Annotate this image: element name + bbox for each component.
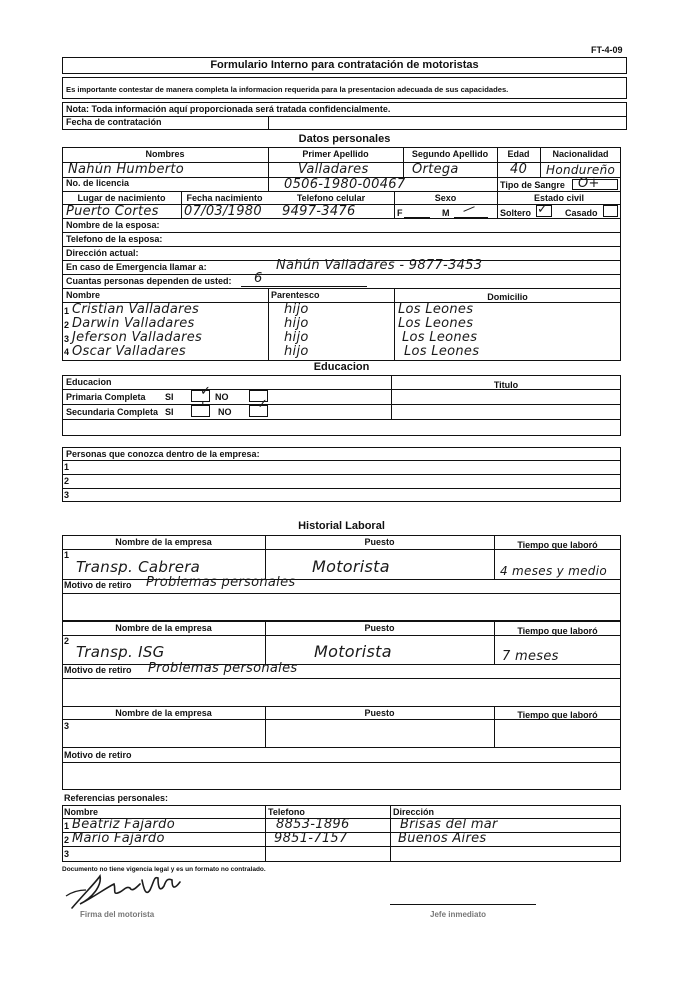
label-segundo-apellido: Segundo Apellido (411, 149, 489, 159)
label-lugar-nac: Lugar de nacimiento (77, 193, 166, 203)
label-secundaria: Secundaria Completa (66, 407, 159, 417)
label-sexo: Sexo (434, 193, 457, 203)
label-dep-nombre: Nombre (66, 290, 101, 300)
label-primaria-no: NO (215, 392, 229, 402)
ref-telefono[interactable]: 9851-7157 (274, 831, 348, 846)
job-1-tiempo[interactable]: 4 meses y medio (500, 564, 608, 578)
cp-line-2 (62, 474, 621, 475)
dep-nombre[interactable]: Jeferson Valladares (72, 330, 203, 345)
signature-image (62, 868, 192, 914)
jefe-line[interactable] (390, 904, 536, 905)
job-2-line-2 (62, 664, 621, 665)
ref-col-direccion: Dirección (393, 807, 435, 817)
ref-col-2 (390, 805, 391, 862)
m-line[interactable] (454, 217, 488, 218)
dep-parentesco[interactable]: hijo (284, 316, 309, 331)
jefe-inmediato-label: Jefe inmediato (430, 910, 487, 919)
value-nombres[interactable]: Nahún Humberto (68, 162, 185, 177)
job-3-col-puesto: Puesto (364, 708, 395, 718)
dep-parentesco[interactable]: hijo (284, 302, 309, 317)
job-2-tiempo[interactable]: 7 meses (502, 649, 559, 664)
ref-telefono[interactable]: 8853-1896 (276, 817, 350, 832)
cp-row-3: 3 (64, 490, 70, 500)
dep-parentesco[interactable]: hijo (284, 344, 309, 359)
label-secundaria-no: NO (218, 407, 232, 417)
hire-date-label: Fecha de contratación (66, 117, 162, 127)
label-casado: Casado (565, 208, 598, 218)
dep-parentesco[interactable]: hijo (284, 330, 309, 345)
edu-line-3 (62, 419, 621, 420)
label-dep-domicilio: Domicilio (487, 292, 528, 302)
ref-col-telefono: Telefono (268, 807, 305, 817)
label-fecha-nac: Fecha nacimiento (186, 193, 263, 203)
form-code: FT-4-09 (591, 45, 623, 55)
value-nacionalidad[interactable]: Hondureño (546, 163, 616, 177)
dep-num: 3 (64, 334, 70, 344)
label-f: F (397, 208, 403, 218)
label-primaria-si: SI (165, 392, 174, 402)
label-estado-civil: Estado civil (533, 193, 585, 203)
ref-num: 1 (64, 821, 70, 831)
edu-line-2 (62, 404, 621, 405)
label-nombre-esposa: Nombre de la esposa: (66, 220, 160, 230)
job-1-col-puesto: Puesto (364, 537, 395, 547)
label-primaria: Primaria Completa (66, 392, 146, 402)
value-tipo-sangre[interactable]: O+ (578, 176, 600, 191)
value-segundo-apellido[interactable]: Ortega (412, 162, 459, 177)
label-nombres: Nombres (145, 149, 185, 159)
value-lugar-nac[interactable]: Puerto Cortes (66, 204, 159, 219)
ref-nombre[interactable]: Mario Fajardo (72, 831, 165, 846)
job-2-col-puesto: Puesto (364, 623, 395, 633)
job-2-num: 2 (64, 636, 70, 646)
hire-date-divider (268, 116, 269, 130)
dep-num: 4 (64, 347, 70, 357)
job-1-col-tiempo: Tiempo que laboró (517, 540, 598, 550)
value-primer-apellido[interactable]: Valladares (298, 162, 369, 177)
secundaria-no-mark: ✓ (257, 397, 269, 412)
job-2-motivo[interactable]: Problemas personales (148, 661, 298, 676)
dep-domicilio[interactable]: Los Leones (402, 330, 478, 345)
cp-row-1: 1 (64, 462, 70, 472)
job-3-num: 3 (64, 721, 70, 731)
note-text: Nota: Toda información aquí proporcionada será tratada confidencialmente. (66, 104, 391, 114)
dep-nombre[interactable]: Cristian Valladares (72, 302, 200, 317)
dep-domicilio[interactable]: Los Leones (398, 316, 474, 331)
cp-line-3 (62, 488, 621, 489)
label-nacionalidad: Nacionalidad (552, 149, 609, 159)
ref-num: 2 (64, 835, 70, 845)
pd-line-10 (62, 288, 621, 289)
instructions-text: Es importante contestar de manera completa la informacion requerida para la presentacion adecuada de sus capacidades. (66, 85, 509, 94)
pd-line-6 (62, 232, 621, 233)
dep-num: 1 (64, 306, 70, 316)
job-1-empresa[interactable]: Transp. Cabrera (76, 558, 201, 576)
job-2-line-3 (62, 678, 621, 679)
label-edad: Edad (507, 149, 530, 159)
cp-row-2: 2 (64, 476, 70, 486)
job-1-num: 1 (64, 550, 70, 560)
dep-nombre[interactable]: Oscar Valladares (72, 344, 186, 359)
label-primer-apellido: Primer Apellido (302, 149, 369, 159)
education-section-title: Educacion (313, 361, 370, 373)
dependen-line[interactable] (241, 286, 367, 287)
label-telefono: Telefono celular (296, 193, 366, 203)
firma-motorista-label: Firma del motorista (80, 910, 155, 919)
job-2-col-tiempo: Tiempo que laboró (517, 626, 598, 636)
job-3-motivo-label: Motivo de retiro (64, 750, 132, 760)
label-titulo: Titulo (493, 380, 519, 390)
value-dependen[interactable]: 6 (254, 271, 263, 286)
job-3-col-empresa: Nombre de la empresa (115, 708, 212, 718)
value-edad[interactable]: 40 (510, 162, 528, 177)
f-line[interactable] (404, 217, 430, 218)
value-sexo-m-mark[interactable]: / (462, 202, 476, 217)
label-emergencia: En caso de Emergencia llamar a: (66, 262, 207, 272)
value-fecha-nac[interactable]: 07/03/1980 (184, 204, 262, 219)
ref-col-nombre: Nombre (64, 807, 99, 817)
job-1-line-3 (62, 593, 621, 594)
ref-num: 3 (64, 849, 70, 859)
label-educacion: Educacion (66, 377, 112, 387)
value-telefono[interactable]: 9497-3476 (282, 204, 356, 219)
job-1-motivo-label: Motivo de retiro (64, 580, 132, 590)
soltero-mark: ✓ (537, 202, 549, 217)
secundaria-si-mark: ' (201, 401, 205, 416)
label-direccion: Dirección actual: (66, 248, 139, 258)
dep-num: 2 (64, 320, 70, 330)
job-1-puesto[interactable]: Motorista (312, 557, 390, 576)
primaria-si-mark: ✓ (200, 384, 212, 399)
label-tipo-sangre: Tipo de Sangre (500, 180, 565, 190)
pd-line-9 (62, 274, 621, 275)
job-3-col-tiempo: Tiempo que laboró (517, 710, 598, 720)
label-telefono-esposa: Telefono de la esposa: (66, 234, 163, 244)
ref-line-3 (62, 846, 621, 847)
label-licencia: No. de licencia (66, 178, 130, 188)
cp-line-1 (62, 460, 621, 461)
label-secundaria-si: SI (165, 407, 174, 417)
form-title: Formulario Interno para contratación de motoristas (210, 59, 479, 71)
pd-line-7 (62, 246, 621, 247)
job-2-col-empresa: Nombre de la empresa (115, 623, 212, 633)
ref-nombre[interactable]: Beatriz Fajardo (72, 817, 175, 832)
casado-checkbox[interactable] (603, 205, 618, 217)
footer-disclaimer: Documento no tiene vigencia legal y es un formato no contralado. (62, 866, 266, 873)
label-company-people: Personas que conozca dentro de la empresa: (66, 449, 260, 459)
work-history-title: Historial Laboral (298, 520, 385, 532)
dep-nombre[interactable]: Darwin Valladares (72, 316, 195, 331)
job-3-line-2 (62, 747, 621, 748)
references-title: Referencias personales: (64, 793, 169, 803)
label-dependen: Cuantas personas dependen de usted: (66, 276, 232, 286)
job-2-puesto[interactable]: Motorista (314, 642, 392, 661)
label-dep-parentesco: Parentesco (271, 290, 320, 300)
job-3-line-3 (62, 762, 621, 763)
job-2-motivo-label: Motivo de retiro (64, 665, 132, 675)
ref-direccion[interactable]: Brisas del mar (400, 817, 498, 832)
ref-col-1 (265, 805, 266, 862)
value-emergencia[interactable]: Nahún Valladares - 9877-3453 (276, 258, 483, 273)
dep-domicilio[interactable]: Los Leones (404, 344, 480, 359)
value-licencia[interactable]: 0506-1980-00467 (284, 177, 406, 192)
personal-section-title: Datos personales (298, 133, 391, 145)
job-1-col-empresa: Nombre de la empresa (115, 537, 212, 547)
job-1-motivo[interactable]: Problemas personales (146, 575, 296, 590)
job-2-empresa[interactable]: Transp. ISG (76, 643, 165, 661)
dep-col-1 (268, 288, 269, 361)
label-soltero: Soltero (500, 208, 532, 218)
dep-domicilio[interactable]: Los Leones (398, 302, 474, 317)
ref-direccion[interactable]: Buenos Aires (398, 831, 487, 846)
label-m: M (442, 208, 450, 218)
